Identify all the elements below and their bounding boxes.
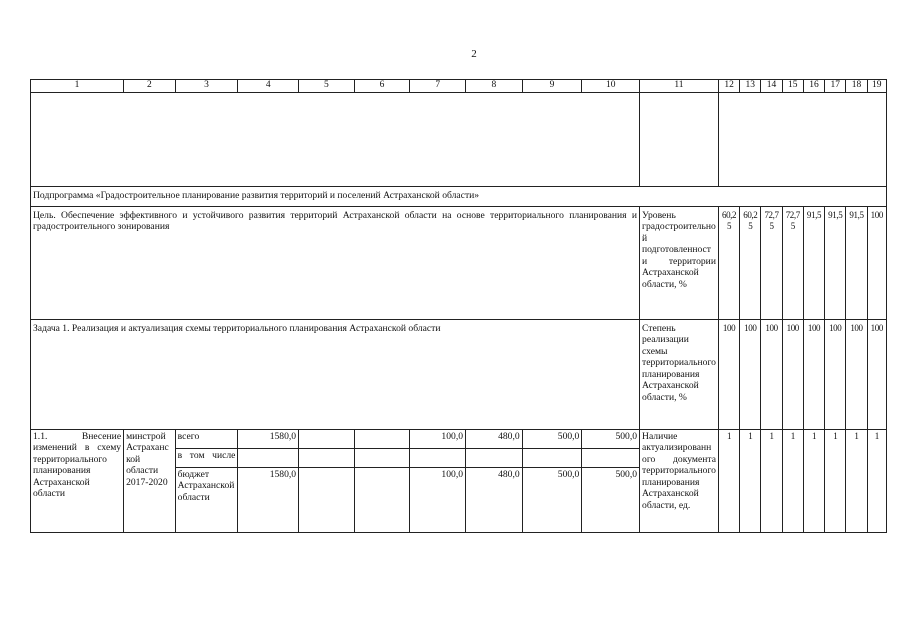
goal-value: 91,5 (803, 206, 824, 319)
task-value: 100 (740, 319, 761, 429)
source-cell: бюджет Астраханской области (175, 467, 238, 532)
goal-value: 100 (867, 206, 886, 319)
amount-cell (354, 467, 410, 532)
column-number-row (31, 80, 887, 93)
measure-value: 1 (803, 429, 824, 532)
measure-row-total (31, 429, 887, 448)
measure-value: 1 (718, 429, 739, 532)
subprogram-title: Подпрограмма «Градостроительное планирование развития территорий и поселений Астраханской области» (31, 186, 887, 206)
amount-cell: 100,0 (410, 429, 466, 448)
amount-cell (466, 448, 523, 467)
goal-value: 91,5 (825, 206, 846, 319)
amount-cell (299, 467, 355, 532)
goal-value: 72,75 (761, 206, 782, 319)
col-header: 2 (124, 80, 176, 93)
goal-value: 60,25 (740, 206, 761, 319)
col-header: 11 (640, 80, 719, 93)
measure-executor (124, 429, 176, 532)
amount-cell (582, 448, 640, 467)
col-header: 18 (846, 80, 867, 93)
col-header: 7 (410, 80, 466, 93)
source-cell: в том числе (175, 448, 238, 467)
program-table (30, 79, 887, 533)
task-value: 100 (867, 319, 886, 429)
task-value: 100 (782, 319, 803, 429)
task-value: 100 (761, 319, 782, 429)
amount-cell: 480,0 (466, 467, 523, 532)
task-value: 100 (846, 319, 867, 429)
amount-cell (299, 448, 355, 467)
amount-cell (238, 448, 299, 467)
col-header: 1 (31, 80, 124, 93)
col-header: 9 (522, 80, 582, 93)
task-row (31, 319, 887, 429)
amount-cell: 500,0 (522, 429, 582, 448)
task-value: 100 (803, 319, 824, 429)
measure-value: 1 (761, 429, 782, 532)
source-cell: всего (175, 429, 238, 448)
col-header: 3 (175, 80, 238, 93)
amount-cell (522, 448, 582, 467)
task-value: 100 (825, 319, 846, 429)
col-header: 16 (803, 80, 824, 93)
col-header: 8 (466, 80, 523, 93)
amount-cell (299, 429, 355, 448)
amount-cell (354, 448, 410, 467)
page-number: 2 (471, 48, 477, 60)
task-value: 100 (718, 319, 739, 429)
col-header: 15 (782, 80, 803, 93)
amount-cell: 500,0 (582, 429, 640, 448)
measure-period: 2017-2020 (126, 476, 168, 488)
goal-indicator: Уровень градостроительной подготовленности территории Астраханской области, % (640, 206, 719, 319)
measure-value: 1 (740, 429, 761, 532)
col-header: 4 (238, 80, 299, 93)
goal-row (31, 206, 887, 319)
goal-value: 72,75 (782, 206, 803, 319)
measure-executor-text: минстрой Астраханской области (126, 430, 169, 476)
amount-cell: 500,0 (582, 467, 640, 532)
amount-cell: 1580,0 (238, 429, 299, 448)
amount-cell: 100,0 (410, 467, 466, 532)
task-indicator: Степень реализации схемы территориального планирования Астраханской области, % (640, 319, 719, 429)
col-header: 14 (761, 80, 782, 93)
col-header: 19 (867, 80, 886, 93)
amount-cell: 480,0 (466, 429, 523, 448)
task-text: Задача 1. Реализация и актуализация схемы территориального планирования Астраханской области (31, 319, 640, 429)
goal-value: 91,5 (846, 206, 867, 319)
blank-row (31, 92, 887, 186)
amount-cell: 500,0 (522, 467, 582, 532)
measure-value: 1 (825, 429, 846, 532)
goal-text: Цель. Обеспечение эффективного и устойчивого развития территорий Астраханской области на основе территориального планирования и градостроительного зонирования (31, 206, 640, 319)
amount-cell (410, 448, 466, 467)
col-header: 5 (299, 80, 355, 93)
amount-cell (354, 429, 410, 448)
measure-value: 1 (867, 429, 886, 532)
measure-name: 1.1. Внесение изменений в схему территориального планирования Астраханской области (31, 429, 124, 532)
col-header: 17 (825, 80, 846, 93)
col-header: 6 (354, 80, 410, 93)
measure-value: 1 (846, 429, 867, 532)
measure-indicator: Наличие актуализированного документа территориального планирования Астраханской области, ед. (640, 429, 719, 532)
col-header: 10 (582, 80, 640, 93)
measure-value: 1 (782, 429, 803, 532)
col-header: 13 (740, 80, 761, 93)
amount-cell: 1580,0 (238, 467, 299, 532)
goal-value: 60,25 (718, 206, 739, 319)
col-header: 12 (718, 80, 739, 93)
subprogram-row (31, 186, 887, 206)
